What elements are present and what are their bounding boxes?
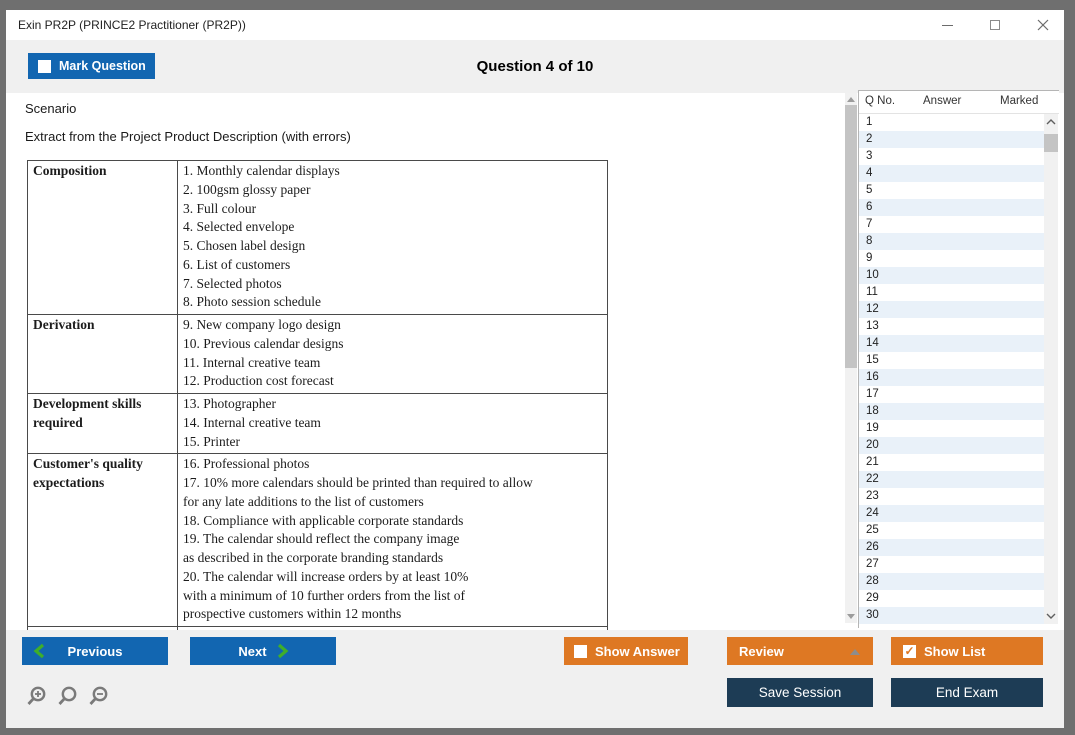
- next-label: Next: [238, 643, 267, 659]
- zoom-out-icon[interactable]: [87, 685, 111, 709]
- triangle-up-icon: [850, 649, 860, 655]
- question-list-item[interactable]: 7: [866, 218, 873, 230]
- close-icon: [1037, 19, 1049, 31]
- minimize-icon: [942, 25, 953, 26]
- scenario-label: Scenario: [25, 101, 77, 116]
- chevron-left-icon: [34, 644, 45, 658]
- question-list-header: [859, 91, 1059, 114]
- question-list-item[interactable]: 13: [866, 320, 879, 332]
- zoom-reset-icon[interactable]: [56, 685, 80, 709]
- question-counter: Question 4 of 10: [476, 58, 594, 75]
- question-list-item[interactable]: 2: [859, 131, 1045, 148]
- scenario-content: [6, 93, 845, 630]
- previous-label: Previous: [67, 643, 123, 659]
- scrollbar-thumb[interactable]: [1044, 134, 1058, 152]
- question-list-item[interactable]: 1: [866, 116, 873, 128]
- show-answer-label: Show Answer: [595, 643, 680, 659]
- mark-question-label: Mark Question: [59, 59, 146, 73]
- question-list-item[interactable]: 28: [859, 573, 1045, 590]
- product-description-table: [27, 160, 608, 650]
- question-list-item[interactable]: 3: [866, 150, 873, 162]
- mark-question-button[interactable]: [28, 53, 155, 79]
- column-header-marked: Marked: [1000, 95, 1039, 107]
- show-answer-checkbox[interactable]: [574, 645, 587, 658]
- end-exam-label: End Exam: [935, 685, 999, 700]
- question-list-item[interactable]: 10: [859, 267, 1045, 284]
- question-list-item[interactable]: 26: [859, 539, 1045, 556]
- maximize-button[interactable]: [988, 18, 1002, 32]
- question-list-item[interactable]: 12: [859, 301, 1045, 318]
- zoom-in-icon[interactable]: [25, 685, 49, 709]
- row-content: 16. Professional photos 17. 10% more calendars should be printed than required to allow for any late additions to the list of customers 18. Compliance with applicable corporate standards 19. The calendar should reflect the company image as described in the corporate branding standards 20. The calendar will increase orders by at least 10% with a minimum of 10 further orders from the list of prospective customers within 12 months: [178, 454, 608, 627]
- question-list-item[interactable]: 23: [866, 490, 879, 502]
- table-row: [28, 315, 608, 394]
- question-list-item[interactable]: 15: [866, 354, 879, 366]
- show-list-checkbox[interactable]: [903, 645, 916, 658]
- question-list-item[interactable]: 9: [866, 252, 873, 264]
- question-list-item[interactable]: 24: [859, 505, 1045, 522]
- maximize-icon: [990, 20, 1000, 30]
- title-bar: [6, 10, 1064, 40]
- end-exam-button[interactable]: [891, 678, 1043, 707]
- window-title: Exin PR2P (PRINCE2 Practitioner (PR2P)): [18, 18, 246, 32]
- header-bar: [6, 40, 1064, 93]
- question-list-item[interactable]: 17: [866, 388, 879, 400]
- question-list-item[interactable]: 20: [859, 437, 1045, 454]
- table-row: [28, 394, 608, 454]
- question-list-panel: [858, 90, 1059, 628]
- question-list-item[interactable]: 29: [866, 592, 879, 604]
- question-list-item[interactable]: 5: [866, 184, 873, 196]
- question-list-item[interactable]: 8: [859, 233, 1045, 250]
- column-header-qno: Q No.: [865, 95, 896, 107]
- save-session-button[interactable]: [727, 678, 873, 707]
- row-label: Composition: [28, 161, 178, 315]
- question-list-item[interactable]: 27: [866, 558, 879, 570]
- scroll-down-icon[interactable]: [1046, 612, 1056, 620]
- row-content: 1. Monthly calendar displays 2. 100gsm glossy paper 3. Full colour 4. Selected envelope 5. Chosen label design 6. List of customers 7. Selected photos 8. Photo session schedule: [178, 161, 608, 315]
- question-list-item[interactable]: 19: [866, 422, 879, 434]
- row-label: Development skills required: [28, 394, 178, 454]
- minimize-button[interactable]: [940, 18, 954, 32]
- table-row: [28, 454, 608, 627]
- scroll-up-icon[interactable]: [1046, 118, 1056, 126]
- review-label: Review: [739, 643, 784, 659]
- show-list-label: Show List: [924, 643, 986, 659]
- row-label: Derivation: [28, 315, 178, 394]
- question-list-item[interactable]: 18: [859, 403, 1045, 420]
- save-session-label: Save Session: [758, 685, 842, 700]
- question-list-item[interactable]: 21: [866, 456, 879, 468]
- question-list-item[interactable]: 6: [859, 199, 1045, 216]
- scrollbar-thumb[interactable]: [845, 105, 857, 368]
- mark-question-checkbox[interactable]: [38, 60, 51, 73]
- question-list-item[interactable]: 22: [859, 471, 1045, 488]
- row-content: 9. New company logo design 10. Previous calendar designs 11. Internal creative team 12. Production cost forecast: [178, 315, 608, 394]
- row-content: 13. Photographer 14. Internal creative team 15. Printer: [178, 394, 608, 454]
- show-answer-button[interactable]: [564, 637, 688, 665]
- content-scrollbar[interactable]: [845, 93, 857, 623]
- chevron-right-icon: [277, 644, 288, 658]
- footer-bar: [6, 630, 1064, 728]
- question-list-item[interactable]: 30: [859, 607, 1045, 624]
- question-list-item[interactable]: 16: [859, 369, 1045, 386]
- table-row: [28, 161, 608, 315]
- extract-label: Extract from the Project Product Description (with errors): [25, 129, 351, 144]
- review-dropdown[interactable]: [727, 637, 873, 665]
- next-button[interactable]: [190, 637, 336, 665]
- question-list-item[interactable]: 25: [866, 524, 879, 536]
- check-icon: ✓: [904, 644, 915, 658]
- question-list-scrollbar[interactable]: [1044, 114, 1058, 624]
- row-label: Customer's quality expectations: [28, 454, 178, 627]
- column-header-answer: Answer: [923, 95, 962, 107]
- close-button[interactable]: [1036, 18, 1050, 32]
- question-list-item[interactable]: 11: [866, 286, 878, 298]
- previous-button[interactable]: [22, 637, 168, 665]
- question-list-item[interactable]: 4: [859, 165, 1045, 182]
- scroll-down-icon[interactable]: [847, 614, 855, 619]
- scroll-up-icon[interactable]: [847, 97, 855, 102]
- show-list-button[interactable]: [891, 637, 1043, 665]
- zoom-toolbar: [25, 685, 111, 709]
- question-list-item[interactable]: 14: [859, 335, 1045, 352]
